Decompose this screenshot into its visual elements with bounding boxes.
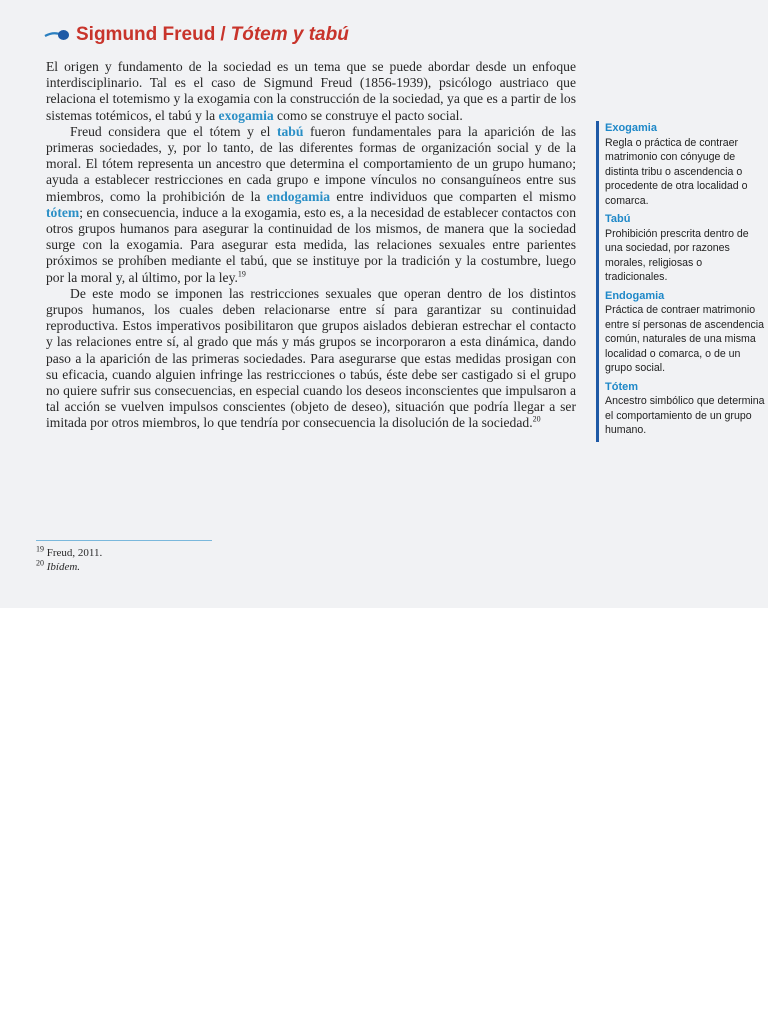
glossary-term: Tabú: [605, 213, 631, 225]
paragraph-text: Freud considera que el tótem y el: [70, 123, 277, 139]
paragraph-text: entre individuos que comparten el mismo: [330, 188, 576, 204]
glossary-keyword: exogamia: [218, 107, 274, 123]
footnote: [36, 546, 102, 560]
glossary-definition: Prohibición prescrita dentro de una sociedad, por razones morales, religiosas o tradicionales.: [605, 227, 749, 283]
body-paragraph: [46, 286, 576, 432]
footnote-text: Ibídem.: [46, 561, 81, 573]
footnote-number: 19: [36, 544, 44, 554]
paragraph-text: fueron fundamentales para la aparición de las primeras sociedades, y, por lo tanto, de las diferentes formas de organización social y de la moral. El tótem representa un ancestro que determina el comportamiento de un grupo humano; ayuda a establecer restricciones en cada grupo e impone vínculos no consanguíneos entre sus miembros, como la prohibición de la: [46, 123, 576, 204]
swoosh-bullet-icon: [44, 27, 70, 43]
footnote-divider: [36, 540, 212, 541]
glossary-term: Exogamia: [605, 122, 657, 134]
heading-separator: /: [220, 24, 226, 45]
glossary-term: Tótem: [605, 380, 638, 393]
glossary-definition: Práctica de contraer matrimonio entre sí personas de ascendencia común, naturales de una misma localidad o comarca, o de un grupo social.: [605, 304, 765, 374]
glossary-entry: [605, 380, 765, 438]
section-heading: [44, 24, 349, 46]
glossary-definition: Regla o práctica de contraer matrimonio con cónyuge de distinta tribu o ascendencia o procedente de otra localidad o comarca.: [605, 136, 748, 207]
glossary-entry: [605, 212, 765, 285]
glossary-definition: Ancestro simbólico que determina el comportamiento de un grupo humano.: [605, 395, 765, 436]
footnotes: [36, 546, 102, 574]
glossary-entry: [605, 121, 765, 208]
glossary-keyword: endogamia: [266, 188, 331, 204]
glossary-keyword: tabú: [276, 123, 304, 139]
paragraph-text: De este modo se imponen las restricciones sexuales que operan dentro de los distintos grupos humanos, los cuales deben relacionarse entre sí para garantizar su continuidad reproductiva. Estos imperativos posibilitaron que grupos aislados debieran estrechar el contacto y las relaciones entre sí, al grado que más y más grupos se incorporaron a esta dinámica, dando paso a la aparición de las primeras sociedades. Para asegurarse que estas medidas prosigan con su eficacia, cuando alguien infringe las restricciones o tabús, éste debe ser castigado si el grupo no quiere sufrir sus consecuencias, en especial cuando los deseos inconscientes que impulsaron a tal acción se vuelven impulsos conscientes (objeto de deseo), situación que podría llegar a ser imitada por otros miembros, lo que tendría por consecuencia la disolución de la sociedad.: [46, 285, 576, 431]
paragraph-text: El origen y fundamento de la sociedad es un tema que se puede abordar desde un enfoque interdisciplinario. Tal es el caso de Sigmund Freud (1856-1939), psicólogo austriaco que relaciona el totemismo y la exogamia con la construcción de la sociedad, ya que es a partir de los sistemas totémicos, el tabú y la: [46, 59, 576, 123]
paragraph-text: como se construye el pacto social.: [273, 107, 463, 123]
glossary-sidebar: [596, 121, 765, 442]
heading-subtitle: Tótem y tabú: [230, 24, 349, 45]
body-text: [46, 59, 576, 432]
footnote-ref: 19: [237, 269, 246, 279]
footnote: [36, 560, 102, 574]
footnote-text: Freud, 2011.: [46, 547, 103, 559]
glossary-keyword: tótem: [46, 204, 80, 220]
footnote-number: 20: [36, 558, 44, 568]
footnote-ref: 20: [532, 414, 541, 424]
glossary-term: Endogamia: [605, 289, 665, 302]
heading-title: Sigmund Freud: [76, 24, 216, 45]
body-paragraph: [46, 124, 576, 286]
paragraph-text: ; en consecuencia, induce a la exogamia, esto es, a la necesidad de establecer contactos con otros grupos humanos para asegurar la continuidad de los mismos, de manera que la sociedad surge con la exogamia. Para asegurar esta medida, las relaciones sexuales entre parientes próximos se prohíben mediante el tabú, que se instituye por la tradición y la costumbre, luego por la moral y, al último, por la ley.: [46, 204, 576, 285]
glossary-entry: [605, 289, 765, 376]
body-paragraph: [46, 59, 576, 124]
